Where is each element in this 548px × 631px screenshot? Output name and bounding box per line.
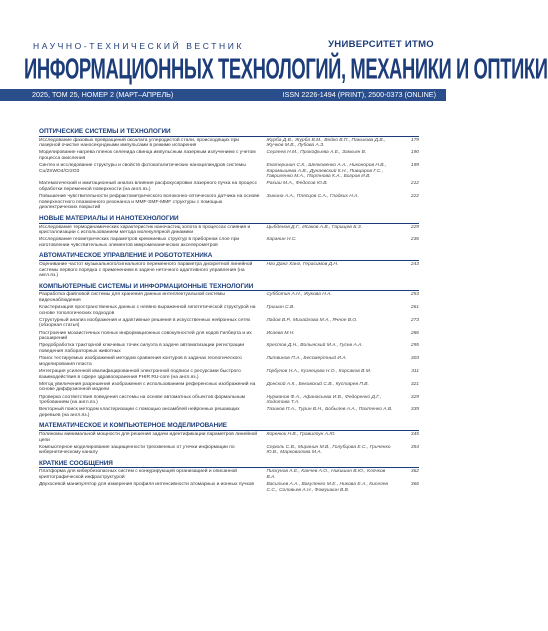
entry-title: Интеграция усиленной квалифицированной электронной подписи с ресурсами быстрого взаимодействия в сфере здравоохранения FHIR RU-core (на англ.яз.) [39, 368, 241, 380]
toc-entry[interactable] [39, 395, 419, 406]
entry-page: 243 [410, 261, 420, 267]
entry-title: Двухосевой манипулятор для измерения профиля интенсивности атомарных и ионных пучков [39, 482, 254, 488]
entry-title: Оценивание частот музыкального/сигнального переменного параметра дискретной линейной системы первого порядка с применением в задаче неточного адаптивного управления (на англ.яз.) [39, 261, 253, 279]
entry-authors: Литвинов П.А., Бессмертный И.А. [266, 356, 347, 362]
entry-page: 273 [410, 317, 420, 323]
entry-page: 366 [410, 482, 420, 488]
entry-title: Исследование фазовых превращений оксалата углеродистой стали, происходящих при лазерной очистке наносекундными импульсами в режиме испарения [39, 137, 240, 149]
entry-authors: Каранин Н.С. [266, 237, 297, 243]
entry-page: 303 [410, 356, 420, 362]
toc-entry[interactable] [39, 194, 419, 211]
entry-authors: Донской А.К., Бековский С.В., Кустарев П.В. [266, 381, 369, 387]
entry-page: 311 [411, 368, 420, 374]
toc-entry[interactable] [39, 138, 419, 149]
toc-entry[interactable] [39, 225, 419, 236]
entry-title: Повышение чувствительности рефрактометрического волоконно-оптического датчика на основе поверхностного плазмонного резонанса и MMF-SMF-MMF структуры с помощью диэлектрических покрытий [39, 194, 260, 211]
toc-entry[interactable] [39, 432, 419, 443]
entry-authors: Гришин С.В. [266, 305, 295, 311]
entry-authors: Нурманов Ф.А., Афанасьева И.В., Федоренко Д.Г., Ходотова Т.А. [266, 394, 382, 406]
entry-title: Полиномы минимальной мощности для решения задачи идентификации параметров линейной цепи [39, 431, 258, 443]
entry-title: Компьютерное моделирование защищенности трехзвенных от утечки информации по кибернетическому каналу [39, 444, 235, 456]
entry-title: Поиск тестируемых изображений методом сравнения контуров в задачах геологического моделирования пласта [39, 356, 242, 367]
toc-entry[interactable] [39, 163, 419, 180]
entry-authors: Субботин А.Н., Жукова Н.А. [266, 292, 332, 298]
toc-entry[interactable] [39, 369, 419, 380]
section-heading: КРАТКИЕ СООБЩЕНИЯ [39, 460, 419, 469]
entry-title: Разработка файловой системы для хранения данных интеллектуальной системы видеонаблюдения [39, 292, 225, 303]
entry-title: Предобработка тракторной ключевых точек силуэта в задаче автоматизации регистрации поведения лабораторных животных [39, 343, 245, 354]
entry-title: Проверка соответствия поведения системы на основе автоматных объектов формальным требованиям (на англ.яз.) [39, 394, 245, 406]
toc-entry[interactable] [39, 181, 419, 192]
entry-authors: Серюль С.В., Миранин М.В., Голубцова Е.С., Гриченко Ю.В., Марковалова М.А. [266, 444, 391, 456]
entry-title: Платформа для кибербезопасных систем с конкурирующей организацией и описанной криптографической инфраструктурой [39, 469, 238, 481]
toc-entry[interactable] [39, 237, 419, 248]
toc-entry[interactable] [39, 445, 419, 456]
toc-entry[interactable] [39, 343, 419, 354]
toc-entry[interactable] [39, 469, 419, 480]
entry-title: Исследование геометрических параметров кремниевых структур в приборном слое при изготовлении чувствительных элементов микромеханических акселерометров [39, 237, 240, 248]
entry-authors: Пискунов А.Е., Канчев А.О., Никишин В.Ю., Клочков В.А. [266, 469, 386, 481]
entry-page: 362 [410, 469, 420, 475]
entry-title: Структурный анализ изображения и адаптивные решения в искусственных нейронных сетях (обзорная статья) [39, 317, 251, 329]
entry-page: 212 [410, 181, 420, 187]
issn-info: ISSN 2226-1494 (PRINT), 2500-0373 (ONLINE) [282, 90, 436, 99]
entry-page: 236 [410, 237, 420, 243]
toc-entry[interactable] [39, 331, 419, 342]
entry-page: 253 [410, 292, 420, 298]
entry-authors: Сергеев Н.М., Прокофьева А.Е., Заккьян В. [266, 150, 367, 156]
section-heading: АВТОМАТИЧЕСКОЕ УПРАВЛЕНИЕ И РОБОТОТЕХНИКА [39, 252, 419, 261]
toc-entry[interactable] [39, 292, 419, 303]
journal-kicker: НАУЧНО-ТЕХНИЧЕСКИЙ ВЕСТНИК [33, 41, 245, 51]
toc-entry[interactable] [39, 482, 419, 493]
entry-page: 229 [410, 224, 420, 230]
entry-page: 179 [410, 137, 420, 143]
issue-info: 2025, ТОМ 25, НОМЕР 2 (МАРТ–АПРЕЛЬ) [32, 90, 174, 99]
entry-title: Исследование термодинамических характеристик наночастиц золота в процессах слияния и кристаллизации с использованием метода молекулярной динамики [39, 224, 251, 236]
entry-title: Построение мозаистичных полных информационных совокупностей для кодов Гилберта и их расширений [39, 330, 252, 342]
entry-authors: Крестов Д.Н., Волынский М.А., Гусев А.А. [266, 343, 363, 349]
entry-title: Векторный поиск методом кластеризации с помощью ансамблей нейронных решающих деревьев (на англ.яз.) [39, 407, 240, 418]
entry-page: 222 [410, 194, 420, 200]
entry-authors: Тазиков П.А., Турин В.Н., Бобылев А.А., Пахтенко А.В. [266, 407, 393, 413]
entry-authors: Коренюк Н.В., Гравилоун А.Ю. [266, 431, 336, 437]
entry-authors: Екатеринин С.К., Шелковенко А.А., Никоноров Н.В., Карамышева А.В., Дунаевский К.Н., Пивцаров Г.С., Гавриленко М.А., Портнова К.А., Богров И.В. [266, 163, 387, 180]
entry-page: 190 [410, 150, 420, 156]
entry-page: 339 [410, 407, 420, 413]
entry-title: Математический и имитационный анализ влияния расфокусировки лазерного пучка на процесс обработки переменной поверхности (на англ.яз.) [39, 181, 258, 193]
toc-entry[interactable] [39, 407, 419, 418]
section-heading: КОМПЬЮТЕРНЫЕ СИСТЕМЫ И ИНФОРМАЦИОННЫЕ ТЕХНОЛОГИИ [39, 283, 419, 292]
entry-title: Моделирование нагрева пленок селенида свинца импульсным лазерным излучением с учетом процесса окисления [39, 150, 256, 161]
entry-title: Кластеризация пространственных данных с неявно выраженной гипотетической структурой на основе топологических подходов [39, 305, 256, 316]
toc-entry[interactable] [39, 318, 419, 329]
entry-page: 354 [410, 444, 420, 450]
entry-page: 199 [410, 163, 420, 169]
section-heading: НОВЫЕ МАТЕРИАЛЫ И НАНОТЕХНОЛОГИИ [39, 215, 419, 224]
entry-page: 261 [410, 305, 420, 311]
entry-authors: Исаева М.Н. [266, 330, 295, 336]
entry-authors: Горбунов Н.А., Кузнецова Н.О., Корсаков В.М. [266, 368, 372, 374]
entry-page: 329 [410, 394, 420, 400]
toc-entry[interactable] [39, 150, 419, 161]
section-heading: ОПТИЧЕСКИЕ СИСТЕМЫ И ТЕХНОЛОГИИ [39, 128, 419, 137]
journal-title: ИНФОРМАЦИОННЫХ ТЕХНОЛОГИЙ, МЕХАНИКИ И ОПТИКИ [24, 52, 548, 85]
entry-authors: Нго Данг Ханг, Герасимов Д.Н. [266, 261, 339, 267]
table-of-contents [39, 124, 419, 495]
entry-authors: Рахиш М.А., Федосов Ю.В. [266, 181, 328, 187]
entry-authors: Ладов В.Р., Михайлова М.А., Ячное В.О. [266, 317, 358, 323]
entry-title: Синтез и исследование структуры и свойств фотокаталитических наноцилиндров системы Cu/ZnWO4/Cr2O3 [39, 163, 246, 174]
entry-page: 286 [410, 330, 420, 336]
entry-authors: Журба Д.В., Журба В.М., Вейко В.П., Панькова Д.В., Жучков М.В., Лубова А.З. [266, 137, 386, 149]
issue-bar [0, 89, 446, 101]
entry-authors: Васильев А.А., Вакуленко М.Е., Никова Е.А., Киселев С.С., Соловьев А.Н., Фомушкин В.В. [266, 482, 388, 493]
entry-title: Метод увеличения разрешения изображения с использованием референсных изображений на основе диффузионной модели [39, 381, 256, 393]
entry-page: 295 [410, 343, 420, 349]
entry-authors: Зыкина А.А., Плясцов С.А., Гладких Н.А. [266, 194, 359, 200]
section-heading: МАТЕМАТИЧЕСКОЕ И КОМПЬЮТЕРНОЕ МОДЕЛИРОВАНИЕ [39, 422, 419, 431]
toc-entry[interactable] [39, 305, 419, 316]
toc-entry[interactable] [39, 262, 419, 279]
university-name: УНИВЕРСИТЕТ ИТМО [328, 39, 434, 50]
toc-entry[interactable] [39, 382, 419, 393]
entry-page: 321 [410, 381, 420, 387]
entry-authors: Цыбденов Д.Г., Исаков А.В., Гарищев Б.З. [266, 224, 363, 230]
toc-entry[interactable] [39, 356, 419, 367]
entry-page: 345 [410, 431, 420, 437]
